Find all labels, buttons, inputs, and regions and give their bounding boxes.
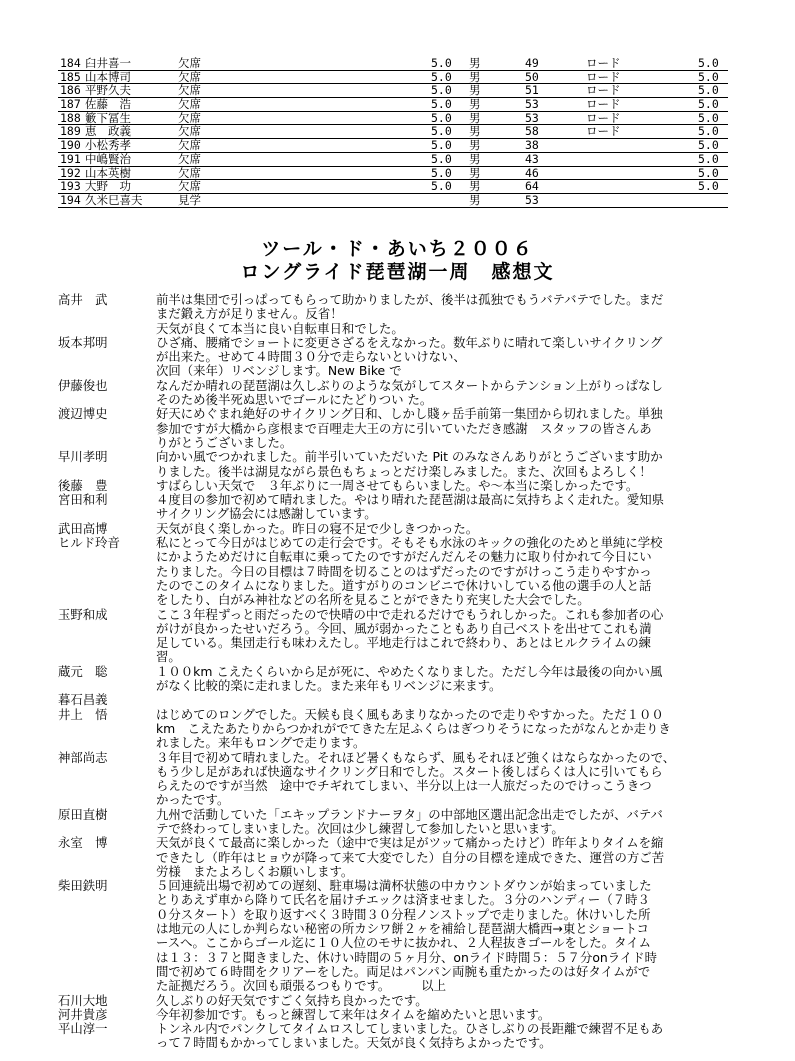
sex-value: 男 bbox=[469, 165, 481, 180]
comment-text bbox=[156, 536, 748, 607]
comment-line: かったです。 bbox=[156, 792, 230, 808]
comment-line: 足している。集団走行も味わえたし。平地走行はこれで終わり、あとはヒルクライムの練 bbox=[156, 635, 652, 651]
commenter-name: ヒルド玲音 bbox=[58, 535, 120, 551]
distance-value: 5.0 bbox=[431, 124, 452, 139]
commenter-name: 渡辺博史 bbox=[58, 406, 108, 422]
comment-line: 前半は集団で引っぱってもらって助かりましたが、後半は孤独でもうバテバテでした。まだ bbox=[156, 292, 664, 307]
results-table bbox=[58, 57, 728, 208]
comment-text bbox=[156, 293, 748, 336]
category-value: ロード bbox=[586, 124, 621, 139]
comment-line: 次回（来年）リベンジします。New Bike で bbox=[156, 363, 402, 379]
comment-line: テで終わってしまいました。次回は少し練習して参加したいと思います。 bbox=[156, 820, 564, 836]
category-value: ロード bbox=[586, 110, 621, 125]
comment-entry bbox=[58, 751, 748, 808]
sex-value: 男 bbox=[469, 138, 481, 153]
comment-line: ひざ痛、腰痛でショートに変更さざるをえなかった。数年ぶりに晴れて楽しいサイクリング bbox=[156, 334, 663, 350]
comment-entry bbox=[58, 693, 748, 707]
age-value: 49 bbox=[525, 56, 539, 70]
distance-value: 5.0 bbox=[431, 179, 452, 194]
category-value: ロード bbox=[586, 69, 621, 84]
distance-value: 5.0 bbox=[431, 69, 452, 84]
comment-line: は地元の人にしか判らない秘密の所カシワ餅２ヶを補給し琵琶湖大橋西→東とショートコ bbox=[156, 921, 649, 937]
comments-list bbox=[58, 293, 748, 1051]
comment-line: サイクリング協会には感謝しています。 bbox=[156, 506, 377, 522]
distance-value-2: 5.0 bbox=[698, 165, 719, 180]
commenter-name: 坂本邦明 bbox=[58, 334, 108, 350]
row-number: 190 bbox=[60, 138, 81, 153]
comment-line: すばらしい天気で ３年ぶりに一周させてもらいました。や～本当に楽しかったです。 bbox=[156, 477, 639, 493]
distance-value: 5.0 bbox=[431, 56, 452, 70]
distance-value-2: 5.0 bbox=[698, 151, 719, 166]
row-number: 193 bbox=[60, 179, 81, 194]
comment-entry bbox=[58, 407, 748, 450]
title-line-2: ロングライド琵琶湖一周 感想文 bbox=[240, 261, 555, 283]
row-number: 185 bbox=[60, 69, 81, 84]
age-value: 46 bbox=[525, 165, 539, 180]
distance-value: 5.0 bbox=[431, 138, 452, 153]
comment-line: とりあえず車から降りて氏名を届けチエックは済ませました。３分のハンディー（７時３ bbox=[156, 892, 650, 908]
commenter-name: 河井貴彦 bbox=[58, 1006, 108, 1022]
age-value: 53 bbox=[525, 192, 539, 207]
row-number: 187 bbox=[60, 97, 81, 112]
commenter-name: 永室 博 bbox=[58, 835, 108, 851]
category-value: ロード bbox=[586, 56, 621, 70]
comment-entry bbox=[58, 836, 748, 879]
distance-value-2: 5.0 bbox=[698, 97, 719, 112]
comment-line: 久しぶりの好天気ですごく気持ち良かったです。 bbox=[156, 992, 428, 1008]
distance-value-2: 5.0 bbox=[698, 110, 719, 125]
document-title bbox=[0, 238, 795, 284]
comment-entry bbox=[58, 336, 748, 379]
comment-line: 私にとって今日がはじめての走行会です。そもそも水泳のキックの強化のためと単純に学校 bbox=[156, 535, 663, 551]
comment-line: をしたり、白がみ神社などの名所を見ることができたり充実した大会でした。 bbox=[156, 592, 590, 608]
comment-entry bbox=[58, 379, 748, 408]
comment-text bbox=[156, 994, 748, 1008]
comment-text bbox=[156, 493, 748, 522]
distance-value: 5.0 bbox=[431, 110, 452, 125]
comment-entry bbox=[58, 879, 748, 993]
age-value: 53 bbox=[525, 110, 539, 125]
commenter-name: 早川孝明 bbox=[58, 449, 108, 465]
distance-value-2: 5.0 bbox=[698, 138, 719, 153]
comment-line: 習。 bbox=[156, 649, 181, 665]
comment-entry bbox=[58, 808, 748, 837]
comment-entry bbox=[58, 522, 748, 536]
attendance-status: 欠席 bbox=[178, 83, 201, 98]
comment-line: りました。後半は湖見ながら景色もちょっとだけ楽しみました。また、次回もよろしく！ bbox=[156, 463, 652, 479]
comment-line: ５回連続出場で初めての遅刻、駐車場は満杯状態の中カウントダウンが始まっていました bbox=[156, 878, 652, 894]
comment-line: りがとうございました。 bbox=[156, 434, 293, 450]
participant-name: 籔下冨生 bbox=[85, 110, 131, 125]
sex-value: 男 bbox=[469, 151, 481, 166]
table-row bbox=[58, 125, 728, 139]
commenter-name: 原田直樹 bbox=[58, 806, 108, 822]
comment-line: は１３：３７と聞きました、休けい時間の５ヶ月分、onライド時間５：５７分onライド時 bbox=[156, 949, 657, 965]
comment-entry bbox=[58, 608, 748, 665]
comment-line: １００km こえたくらいから足が死に、やめたくなりました。ただし今年は最後の向かい風 bbox=[156, 663, 663, 679]
comment-line: 天気が良く楽しかった。昨日の寝不足で少しきつかった。 bbox=[156, 520, 479, 536]
table-row bbox=[58, 139, 728, 153]
sex-value: 男 bbox=[469, 97, 481, 112]
comment-line: ０分スタート）を取り返すべく３時間３０分程ノンストップで走りました。休けいした所 bbox=[156, 906, 651, 922]
table-row bbox=[58, 71, 728, 85]
category-value: ロード bbox=[586, 83, 621, 98]
comment-line: 天気が良くて最高に楽しかった（途中で実は足がツッて痛かったけど）昨年よりタイムを縮 bbox=[156, 835, 664, 851]
commenter-name: 玉野和成 bbox=[58, 606, 108, 622]
row-number: 191 bbox=[60, 151, 81, 166]
comment-entry bbox=[58, 450, 748, 479]
comment-text bbox=[156, 479, 748, 493]
comment-line: って７時間もかかってしまいました。天気が良く気持ちよかったです。 bbox=[156, 1035, 552, 1051]
participant-name: 久米巳喜夫 bbox=[85, 192, 143, 207]
comment-text bbox=[156, 693, 748, 707]
comment-line: がけが良かったせいだろう。今回、風が弱かったこともあり自己ベストを出せてこれも満 bbox=[156, 620, 652, 636]
comment-entry bbox=[58, 1008, 748, 1022]
comment-line: 労様 またよろしくお願いします。 bbox=[156, 863, 354, 879]
attendance-status: 欠席 bbox=[178, 138, 201, 153]
commenter-name: 伊藤俊也 bbox=[58, 377, 108, 393]
title-line-1: ツール・ド・あいち２００６ bbox=[261, 238, 534, 260]
participant-name: 大野 功 bbox=[85, 179, 131, 194]
row-number: 188 bbox=[60, 110, 81, 125]
comment-entry bbox=[58, 708, 748, 751]
comment-line: 天気が良くて本当に良い自転車日和でした。 bbox=[156, 320, 404, 336]
table-row bbox=[58, 57, 728, 71]
commenter-name: 井上 悟 bbox=[58, 706, 108, 722]
category-value: ロード bbox=[586, 97, 621, 112]
table-row bbox=[58, 167, 728, 181]
attendance-status: 見学 bbox=[178, 192, 201, 207]
table-row bbox=[58, 84, 728, 98]
commenter-name: 暮石昌義 bbox=[58, 692, 108, 708]
commenter-name: 武田高博 bbox=[58, 520, 108, 536]
comment-line: た証拠だろう。次回も頑張るつもりです。 以上 bbox=[156, 978, 447, 994]
comment-line: らえたのですが当然 途中でチギれてしまい、半分以上は一人旅だったのでけっこうきつ bbox=[156, 778, 652, 794]
attendance-status: 欠席 bbox=[178, 97, 201, 112]
comment-line: なんだか晴れの琵琶湖は久しぶりのような気がしてスタートからテンション上がりっぱなし bbox=[156, 377, 663, 393]
comment-line: もう少し足があれば快適なサイクリング日和でした。スタート後しばらくは人に引いてもら bbox=[156, 763, 663, 779]
distance-value: 5.0 bbox=[431, 151, 452, 166]
row-number: 194 bbox=[60, 192, 81, 207]
comment-line: にかようためだけに自転車に乗ってたのですがだんだんその魅力に取り付かれて今日にい bbox=[156, 549, 652, 565]
comment-text bbox=[156, 608, 748, 665]
participant-name: 山本博司 bbox=[85, 69, 131, 84]
commenter-name: 神部尚志 bbox=[58, 749, 108, 765]
age-value: 58 bbox=[525, 124, 539, 139]
comment-line: 今年初参加です。もっと練習して来年はタイムを縮めたいと思います。 bbox=[156, 1006, 551, 1022]
comment-text bbox=[156, 522, 748, 536]
sex-value: 男 bbox=[469, 83, 481, 98]
comment-text bbox=[156, 407, 748, 450]
attendance-status: 欠席 bbox=[178, 151, 201, 166]
participant-name: 中嶋賢治 bbox=[85, 151, 131, 166]
comment-line: km こえたあたりからつかれがでてきた左足ふくらはぎつりそうになったがなんとか走りき bbox=[156, 720, 671, 736]
participant-name: 臼井喜一 bbox=[85, 56, 131, 70]
comment-line: たのでこのタイムになりました。道すがりのコンビニで休けいしている他の選手の人と話 bbox=[156, 577, 652, 593]
table-row bbox=[58, 153, 728, 167]
table-row bbox=[58, 194, 728, 208]
sex-value: 男 bbox=[469, 69, 481, 84]
commenter-name: 柴田鉄明 bbox=[58, 878, 108, 894]
age-value: 51 bbox=[525, 83, 539, 98]
comment-line: 九州で活動していた「エキップランドナーヲタ」の中部地区選出記念出走でしたが、バテバ bbox=[156, 806, 663, 822]
distance-value: 5.0 bbox=[431, 97, 452, 112]
comment-entry bbox=[58, 536, 748, 607]
distance-value-2: 5.0 bbox=[698, 69, 719, 84]
age-value: 38 bbox=[525, 138, 539, 153]
distance-value-2: 5.0 bbox=[698, 124, 719, 139]
commenter-name: 平山淳一 bbox=[58, 1021, 108, 1037]
sex-value: 男 bbox=[469, 124, 481, 139]
table-row bbox=[58, 112, 728, 126]
comment-line: たりました。今日の目標は７時間を切ることのはずだったのですがけっこう走りやすかっ bbox=[156, 563, 652, 579]
comment-text bbox=[156, 450, 748, 479]
age-value: 43 bbox=[525, 151, 539, 166]
comment-text bbox=[156, 751, 748, 808]
comment-entry bbox=[58, 479, 748, 493]
comment-entry bbox=[58, 493, 748, 522]
row-number: 192 bbox=[60, 165, 81, 180]
age-value: 64 bbox=[525, 179, 539, 194]
comment-line: できたし（昨年はヒョウが降って来て大変でした）自分の目標を達成できた、運営の方ご苦 bbox=[156, 849, 665, 865]
commenter-name: 後藤 豊 bbox=[58, 477, 108, 493]
sex-value: 男 bbox=[469, 56, 481, 70]
comment-line bbox=[156, 693, 748, 707]
commenter-name: 蔵元 聡 bbox=[58, 663, 108, 679]
comment-line: ースへ。ここからゴール迄に１０人位のモサに抜かれ、２人程抜きゴールをした。タイム bbox=[156, 935, 652, 951]
commenter-name: 高井 武 bbox=[58, 292, 108, 307]
comment-text bbox=[156, 379, 748, 408]
distance-value: 5.0 bbox=[431, 165, 452, 180]
table-row bbox=[58, 180, 728, 194]
comment-entry bbox=[58, 1022, 748, 1051]
comment-line: れました。来年もロングで走ります。 bbox=[156, 735, 366, 751]
table-row bbox=[58, 98, 728, 112]
comment-line: ３年目で初めて晴れました。それほど暑くもならず、風もそれほど強くはならなかったので、 bbox=[156, 749, 676, 765]
comment-text bbox=[156, 336, 748, 379]
comment-text bbox=[156, 836, 748, 879]
attendance-status: 欠席 bbox=[178, 56, 201, 70]
comment-text bbox=[156, 708, 748, 751]
sex-value: 男 bbox=[469, 110, 481, 125]
comment-line: 向かい風でつかれました。前半引いていただいた Pit のみなさんありがとうございます助か bbox=[156, 449, 663, 465]
row-number: 186 bbox=[60, 83, 81, 98]
comment-line: ４度目の参加で初めて晴れました。やはり晴れた琵琶湖は最高に気持ちよく走れた。愛知県 bbox=[156, 492, 665, 508]
comment-line: 参加ですが大橋から彦根まで百哩走大王の方に引いていただき感謝 スタッフの皆さんあ bbox=[156, 420, 652, 436]
comment-text bbox=[156, 1008, 748, 1022]
distance-value-2: 5.0 bbox=[698, 179, 719, 194]
comment-line: 間で初めて６時間をクリアーをした。両足はパンパン両腕も重たかったのは好タイムがで bbox=[156, 963, 651, 979]
participant-name: 佐藤 浩 bbox=[85, 97, 131, 112]
comment-line: そのため後半死ぬ思いでゴールにたどりつい た。 bbox=[156, 392, 433, 408]
participant-name: 平野久夫 bbox=[85, 83, 131, 98]
comment-text bbox=[156, 1022, 748, 1051]
participant-name: 恵 政義 bbox=[85, 124, 131, 139]
row-number: 184 bbox=[60, 56, 81, 70]
age-value: 53 bbox=[525, 97, 539, 112]
commenter-name: 宮田和利 bbox=[58, 492, 108, 508]
comment-text bbox=[156, 665, 748, 694]
comment-line: トンネル内でパンクしてタイムロスしてしまいました。ひさしぶりの長距離で練習不足もあ bbox=[156, 1021, 664, 1037]
comment-line: がなく比較的楽に走れました。また来年もリベンジに来ます。 bbox=[156, 678, 502, 694]
attendance-status: 欠席 bbox=[178, 69, 201, 84]
comment-line: が出来た。せめて４時間３０分で走らないといけない、 bbox=[156, 349, 466, 365]
attendance-status: 欠席 bbox=[178, 165, 201, 180]
attendance-status: 欠席 bbox=[178, 124, 201, 139]
row-number: 189 bbox=[60, 124, 81, 139]
comment-text bbox=[156, 879, 748, 993]
comment-entry bbox=[58, 665, 748, 694]
attendance-status: 欠席 bbox=[178, 110, 201, 125]
comment-line: 好天にめぐまれ絶好のサイクリング日和、しかし賤ヶ岳手前第一集団から切れました。単独 bbox=[156, 406, 663, 422]
sex-value: 男 bbox=[469, 192, 481, 207]
attendance-status: 欠席 bbox=[178, 179, 201, 194]
comment-entry bbox=[58, 293, 748, 336]
comment-entry bbox=[58, 994, 748, 1008]
distance-value-2: 5.0 bbox=[698, 83, 719, 98]
comment-text bbox=[156, 808, 748, 837]
distance-value: 5.0 bbox=[431, 83, 452, 98]
participant-name: 山本英樹 bbox=[85, 165, 131, 180]
sex-value: 男 bbox=[469, 179, 481, 194]
comment-line: はじめてのロングでした。天候も良く風もあまりなかったので走りやすかった。ただ１００ bbox=[156, 706, 664, 722]
comment-line: まだ鍛え方が足りません。反省！ bbox=[156, 306, 343, 322]
comment-line: ここ３年程ずっと雨だったので快晴の中で走れるだけでもうれしかった。これも参加者の心 bbox=[156, 606, 664, 622]
commenter-name: 石川大地 bbox=[58, 992, 108, 1008]
participant-name: 小松秀孝 bbox=[85, 138, 131, 153]
age-value: 50 bbox=[525, 69, 539, 84]
distance-value-2: 5.0 bbox=[698, 56, 719, 70]
